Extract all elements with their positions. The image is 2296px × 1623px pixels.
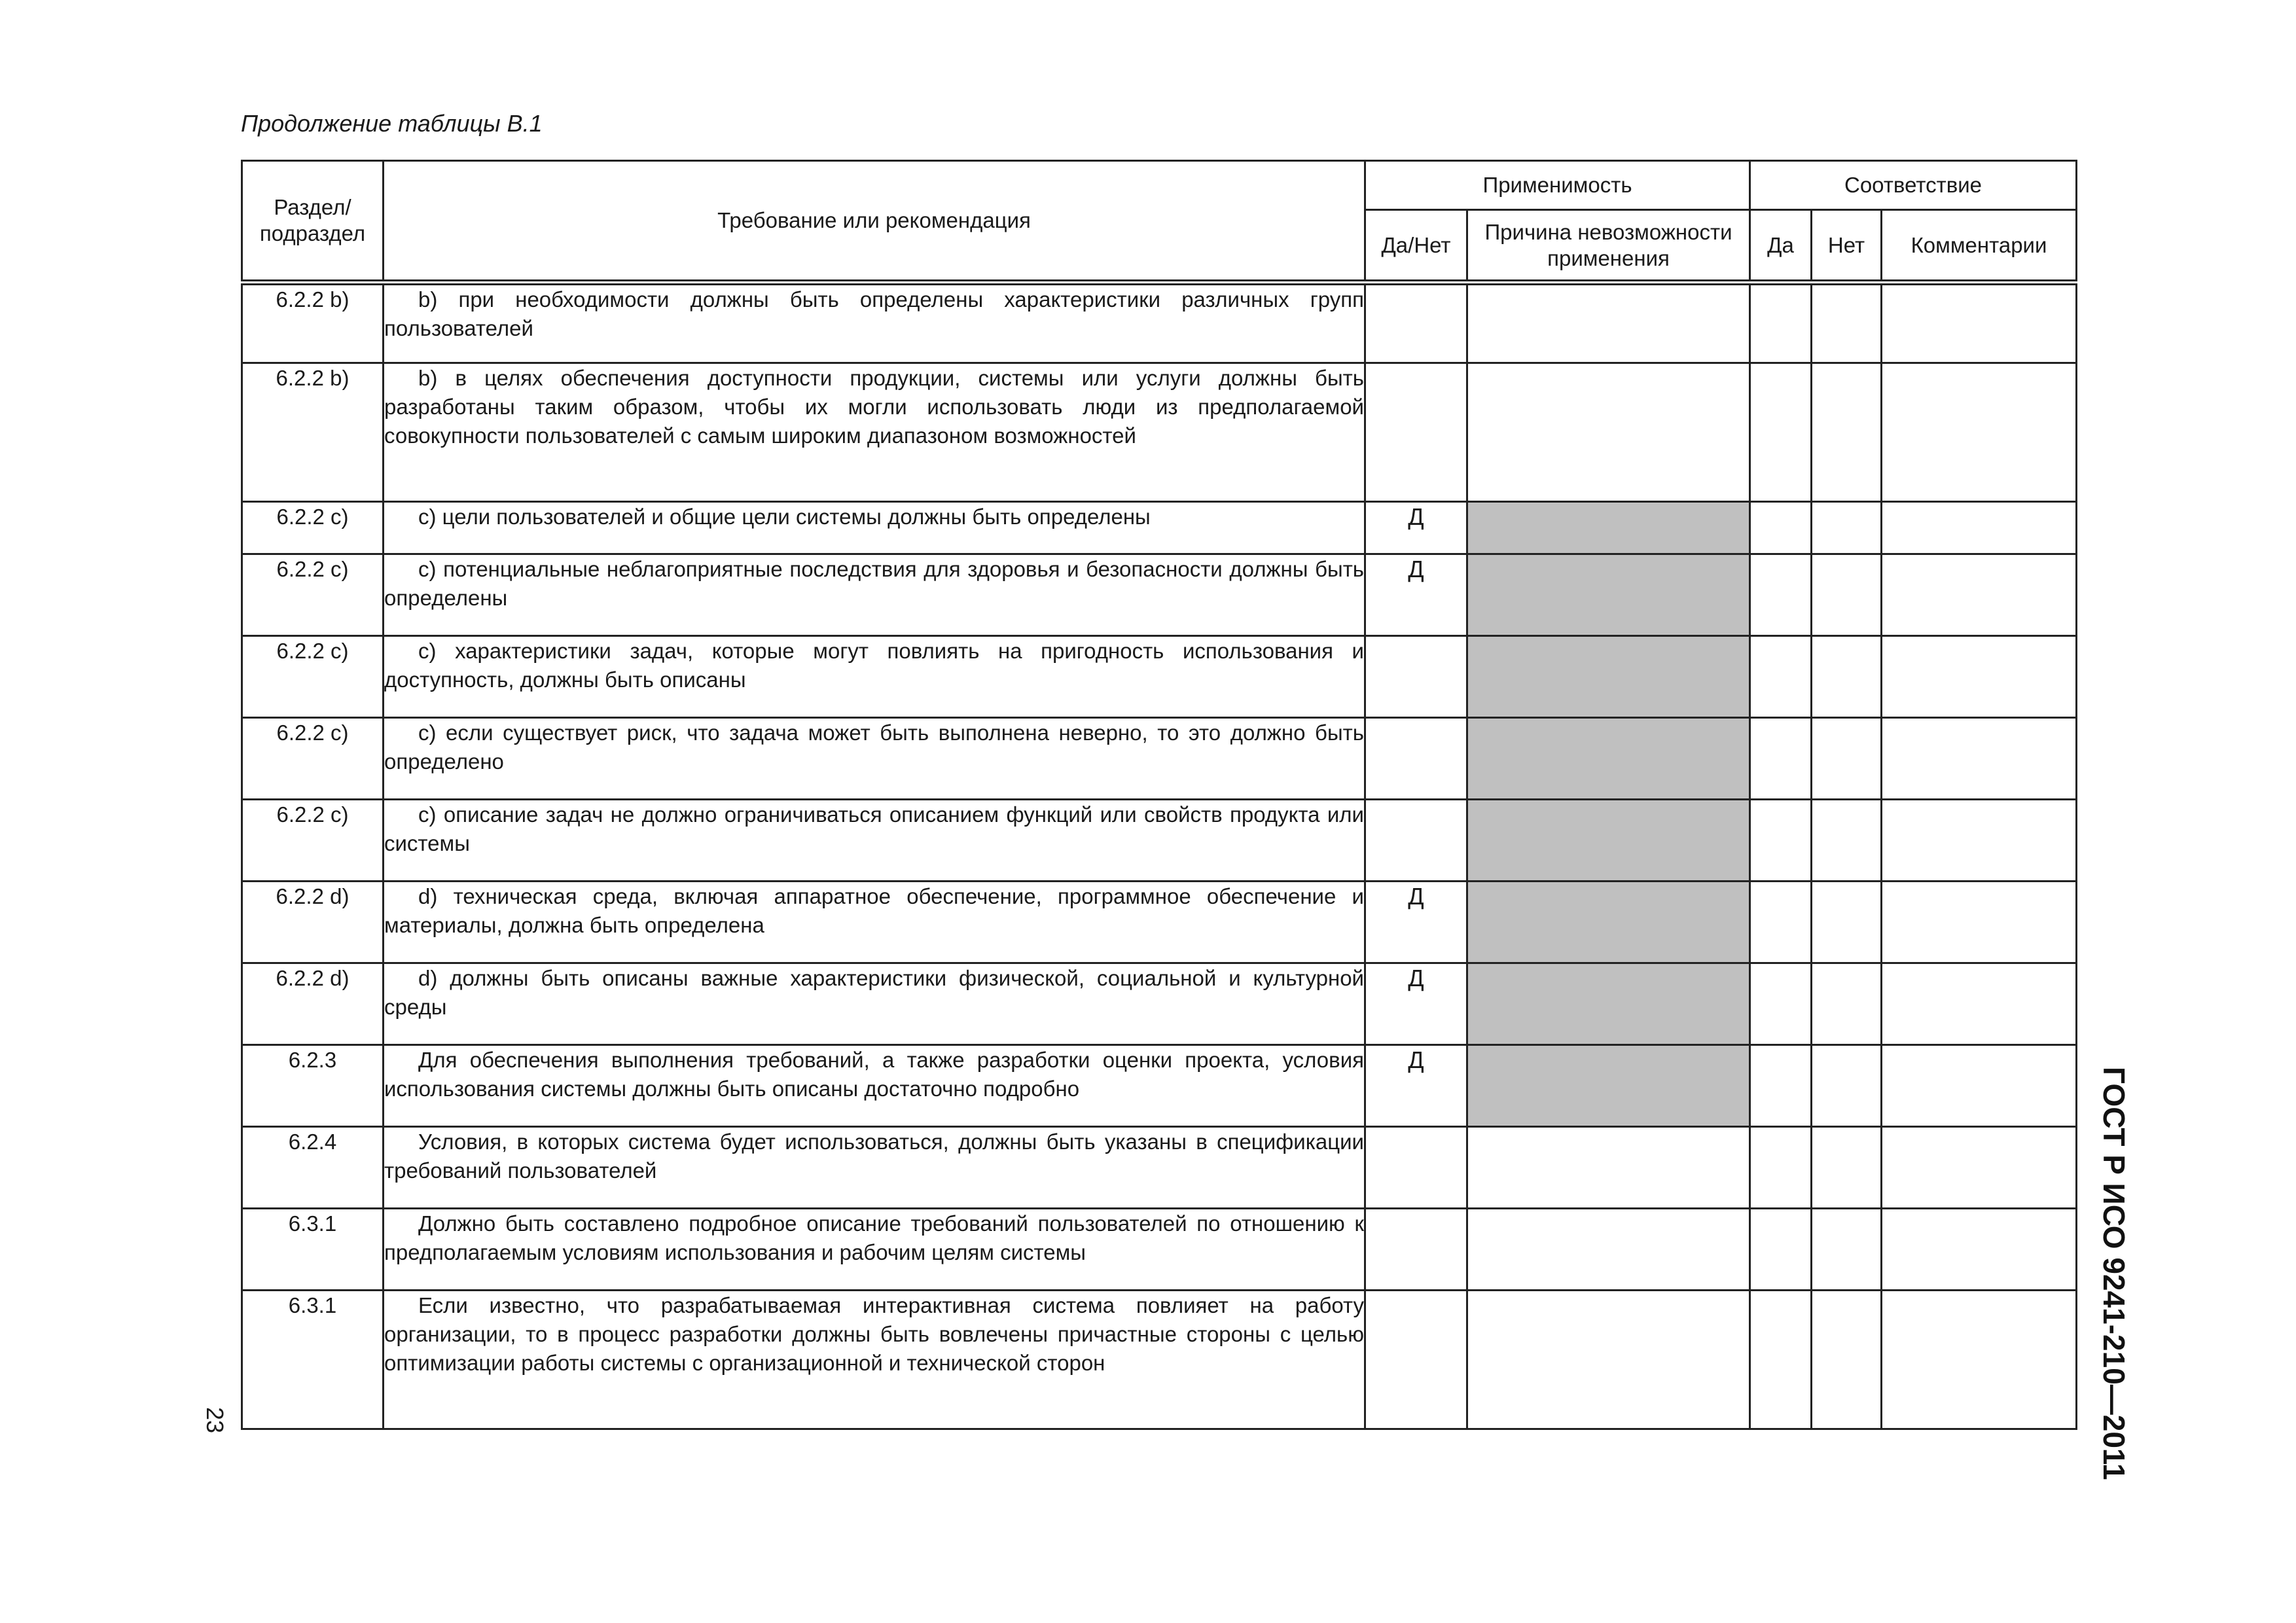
section-cell: 6.2.2 c) — [242, 718, 384, 800]
compliance-yes-cell — [1750, 554, 1812, 636]
section-cell: 6.2.2 c) — [242, 554, 384, 636]
table-row — [242, 502, 2077, 554]
table-caption: Продолжение таблицы В.1 — [241, 110, 543, 137]
section-cell: 6.2.2 c) — [242, 636, 384, 718]
compliance-no-cell — [1812, 636, 1882, 718]
table-row — [242, 283, 2077, 363]
comments-cell — [1882, 1127, 2077, 1209]
requirement-cell: Для обеспечения выполнения требований, а также разработки оценки проекта, условия использования системы должны быть описаны достаточно подробно — [384, 1045, 1365, 1127]
comments-cell — [1882, 882, 2077, 963]
section-cell: 6.2.2 d) — [242, 882, 384, 963]
section-cell: 6.2.2 d) — [242, 963, 384, 1045]
compliance-yes-cell — [1750, 636, 1812, 718]
section-cell: 6.2.2 c) — [242, 800, 384, 882]
applicable-cell — [1365, 1209, 1467, 1291]
compliance-no-cell — [1812, 554, 1882, 636]
reason-cell — [1467, 283, 1750, 363]
compliance-no-cell — [1812, 1045, 1882, 1127]
table-row — [242, 718, 2077, 800]
compliance-yes-cell — [1750, 502, 1812, 554]
table-row — [242, 1291, 2077, 1429]
requirement-cell: Если известно, что разрабатываемая интерактивная система повлияет на работу организации, то в процесс разработки должны быть вовлечены причастные стороны с целью оптимизации работы системы с организационной и технической сторон — [384, 1291, 1365, 1429]
requirement-cell: d) техническая среда, включая аппаратное обеспечение, программное обеспечение и материалы, должна быть определена — [384, 882, 1365, 963]
header-comments: Комментарии — [1882, 210, 2077, 283]
table-row — [242, 1045, 2077, 1127]
requirement-cell: Должно быть составлено подробное описание требований пользователей по отношению к предполагаемым условиям использования и рабочим целям системы — [384, 1209, 1365, 1291]
compliance-yes-cell — [1750, 283, 1812, 363]
reason-cell — [1467, 963, 1750, 1045]
reason-cell — [1467, 882, 1750, 963]
page-number: 23 — [202, 1406, 228, 1434]
reason-cell — [1467, 718, 1750, 800]
header-reason: Причина невозможности применения — [1467, 210, 1750, 283]
comments-cell — [1882, 1291, 2077, 1429]
compliance-yes-cell — [1750, 800, 1812, 882]
reason-cell — [1467, 554, 1750, 636]
table-row — [242, 636, 2077, 718]
section-cell: 6.2.2 c) — [242, 502, 384, 554]
compliance-no-cell — [1812, 718, 1882, 800]
table-row — [242, 800, 2077, 882]
comments-cell — [1882, 963, 2077, 1045]
header-applicability: Применимость — [1365, 161, 1750, 210]
section-cell: 6.2.2 b) — [242, 283, 384, 363]
comments-cell — [1882, 1045, 2077, 1127]
compliance-no-cell — [1812, 963, 1882, 1045]
comments-cell — [1882, 283, 2077, 363]
requirement-cell: d) должны быть описаны важные характеристики физической, социальной и культурной среды — [384, 963, 1365, 1045]
reason-cell — [1467, 363, 1750, 502]
applicable-cell — [1365, 363, 1467, 502]
table-row — [242, 963, 2077, 1045]
applicable-cell: Д — [1365, 963, 1467, 1045]
applicable-cell — [1365, 718, 1467, 800]
compliance-yes-cell — [1750, 1045, 1812, 1127]
header-compliance: Соответствие — [1750, 161, 2077, 210]
requirement-cell: c) описание задач не должно ограничиваться описанием функций или свойств продукта или системы — [384, 800, 1365, 882]
reason-cell — [1467, 636, 1750, 718]
compliance-yes-cell — [1750, 1209, 1812, 1291]
requirement-cell: b) в целях обеспечения доступности продукции, системы или услуги должны быть разработаны таким образом, чтобы их могли использовать люди из предполагаемой совокупности пользователей с самым широким диапазоном возможностей — [384, 363, 1365, 502]
comments-cell — [1882, 502, 2077, 554]
document-designation: ГОСТ Р ИСО 9241-210—2011 — [2097, 1067, 2131, 1480]
reason-cell — [1467, 1209, 1750, 1291]
comments-cell — [1882, 1209, 2077, 1291]
requirement-cell: c) потенциальные неблагоприятные последствия для здоровья и безопасности должны быть определены — [384, 554, 1365, 636]
requirement-cell: c) характеристики задач, которые могут повлиять на пригодность использования и доступность, должны быть описаны — [384, 636, 1365, 718]
reason-cell — [1467, 800, 1750, 882]
comments-cell — [1882, 636, 2077, 718]
compliance-no-cell — [1812, 363, 1882, 502]
applicable-cell — [1365, 800, 1467, 882]
table-row — [242, 1209, 2077, 1291]
applicable-cell — [1365, 1127, 1467, 1209]
compliance-yes-cell — [1750, 718, 1812, 800]
applicable-cell: Д — [1365, 882, 1467, 963]
header-yes-no: Да/Нет — [1365, 210, 1467, 283]
compliance-yes-cell — [1750, 363, 1812, 502]
applicable-cell: Д — [1365, 554, 1467, 636]
applicable-cell — [1365, 283, 1467, 363]
applicable-cell: Д — [1365, 502, 1467, 554]
compliance-no-cell — [1812, 502, 1882, 554]
table-row — [242, 363, 2077, 502]
compliance-yes-cell — [1750, 882, 1812, 963]
requirement-cell: b) при необходимости должны быть определены характеристики различных групп пользователей — [384, 283, 1365, 363]
requirement-cell: c) если существует риск, что задача может быть выполнена неверно, то это должно быть определено — [384, 718, 1365, 800]
header-requirement: Требование или рекомендация — [384, 161, 1365, 283]
header-yes: Да — [1750, 210, 1812, 283]
compliance-yes-cell — [1750, 1291, 1812, 1429]
section-cell: 6.3.1 — [242, 1209, 384, 1291]
table-row — [242, 882, 2077, 963]
section-cell: 6.2.4 — [242, 1127, 384, 1209]
requirements-table — [241, 160, 2077, 1430]
compliance-no-cell — [1812, 1209, 1882, 1291]
compliance-no-cell — [1812, 283, 1882, 363]
section-cell: 6.2.3 — [242, 1045, 384, 1127]
reason-cell — [1467, 1127, 1750, 1209]
requirement-cell: Условия, в которых система будет использоваться, должны быть указаны в спецификации требований пользователей — [384, 1127, 1365, 1209]
applicable-cell — [1365, 636, 1467, 718]
comments-cell — [1882, 363, 2077, 502]
table-row — [242, 554, 2077, 636]
applicable-cell: Д — [1365, 1045, 1467, 1127]
compliance-no-cell — [1812, 1291, 1882, 1429]
comments-cell — [1882, 718, 2077, 800]
compliance-yes-cell — [1750, 1127, 1812, 1209]
section-cell: 6.2.2 b) — [242, 363, 384, 502]
reason-cell — [1467, 1291, 1750, 1429]
applicable-cell — [1365, 1291, 1467, 1429]
comments-cell — [1882, 800, 2077, 882]
compliance-yes-cell — [1750, 963, 1812, 1045]
compliance-no-cell — [1812, 800, 1882, 882]
header-section: Раздел/ подраздел — [242, 161, 384, 283]
table-row — [242, 1127, 2077, 1209]
reason-cell — [1467, 502, 1750, 554]
header-no: Нет — [1812, 210, 1882, 283]
compliance-no-cell — [1812, 1127, 1882, 1209]
comments-cell — [1882, 554, 2077, 636]
table-body — [242, 283, 2077, 1429]
reason-cell — [1467, 1045, 1750, 1127]
compliance-no-cell — [1812, 882, 1882, 963]
requirement-cell: c) цели пользователей и общие цели системы должны быть определены — [384, 502, 1365, 554]
section-cell: 6.3.1 — [242, 1291, 384, 1429]
